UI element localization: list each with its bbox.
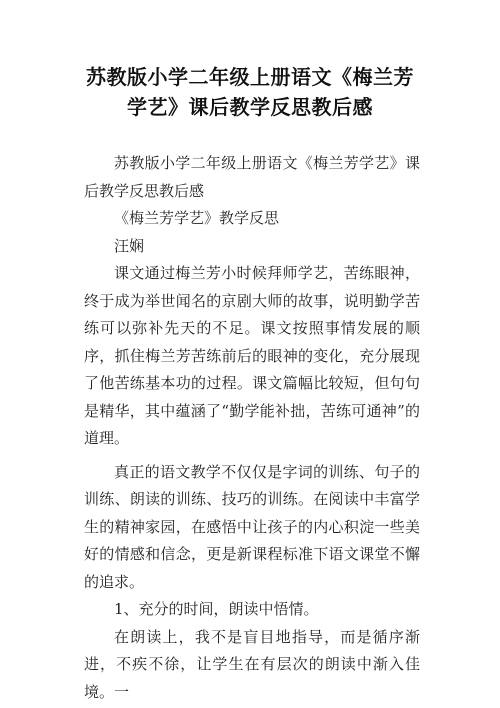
document-body [84, 150, 420, 706]
document-title [60, 62, 440, 122]
paragraph: 汪娴 [114, 236, 145, 255]
paragraph: 真正的语文教学不仅仅是字词的训练、句子的训练、朗读的训练、技巧的训练。在阅读中丰富学生的精神家园，在感悟中让孩子的内心积淀一些美好的情感和信念，更是新课程标准下语文课堂不懈的追求。 [84, 462, 420, 591]
title-line-1: 苏教版小学二年级上册语文《梅兰芳 [86, 65, 414, 89]
paragraph: 1、充分的时间，朗读中悟情。 [114, 600, 319, 618]
paragraph: 在朗读上，我不是盲目地指导，而是循序渐进，不疾不徐，让学生在有层次的朗读中渐入佳境。一 [84, 627, 420, 701]
title-line-2: 学艺》课后教学反思教后感 [127, 95, 373, 119]
paragraph: 苏教版小学二年级上册语文《梅兰芳学艺》课后教学反思教后感 [84, 154, 420, 200]
paragraph: 课文通过梅兰芳小时候拜师学艺，苦练眼神，终于成为举世闻名的京剧大师的故事，说明勤学苦练可以弥补先天的不足。课文按照事情发展的顺序，抓住梅兰芳苦练前后的眼神的变化，充分展现了他苦练基本功的过程。课文篇幅比较短，但句句是精华，其中蕴涵了“勤学能补拙，苦练可通神”的道理。 [84, 264, 420, 447]
paragraph: 《梅兰芳学艺》教学反思 [114, 209, 280, 227]
